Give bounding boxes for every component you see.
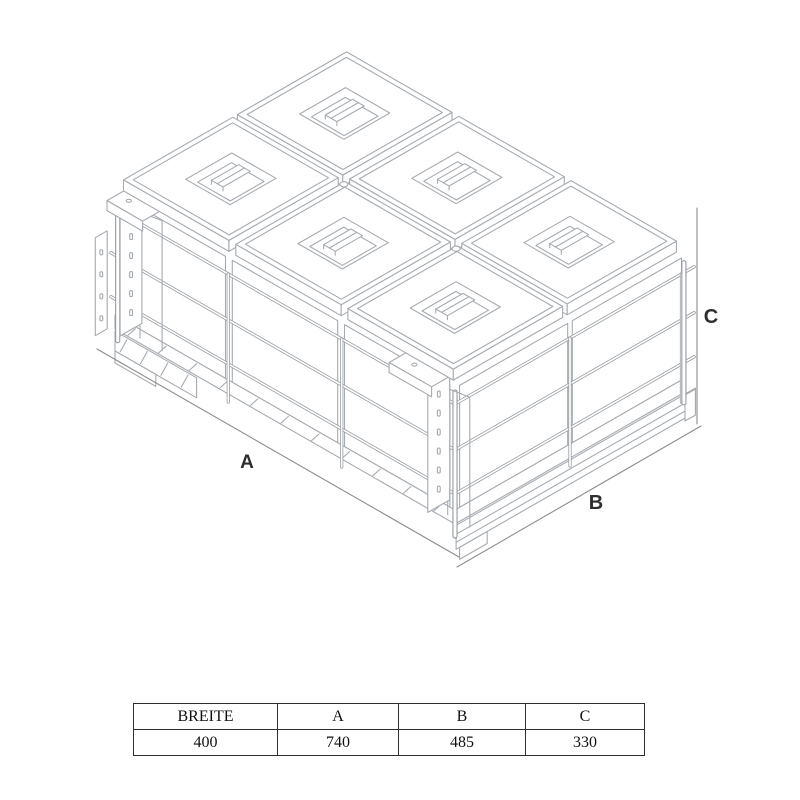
table-header-c: C bbox=[526, 704, 645, 730]
table-value-a: 740 bbox=[278, 730, 399, 756]
table-value-b: 485 bbox=[399, 730, 526, 756]
table-value-breite: 400 bbox=[134, 730, 278, 756]
dimensions-table bbox=[133, 703, 645, 756]
table-header-a: A bbox=[278, 704, 399, 730]
table-value-c: 330 bbox=[526, 730, 645, 756]
table-values-row bbox=[134, 730, 645, 756]
table-header-row bbox=[134, 704, 645, 730]
dim-label-b: B bbox=[588, 492, 604, 514]
dim-label-a: A bbox=[240, 452, 254, 473]
dim-label-c: C bbox=[703, 306, 719, 328]
table-header-breite: BREITE bbox=[134, 704, 278, 730]
table-header-b: B bbox=[399, 704, 526, 730]
